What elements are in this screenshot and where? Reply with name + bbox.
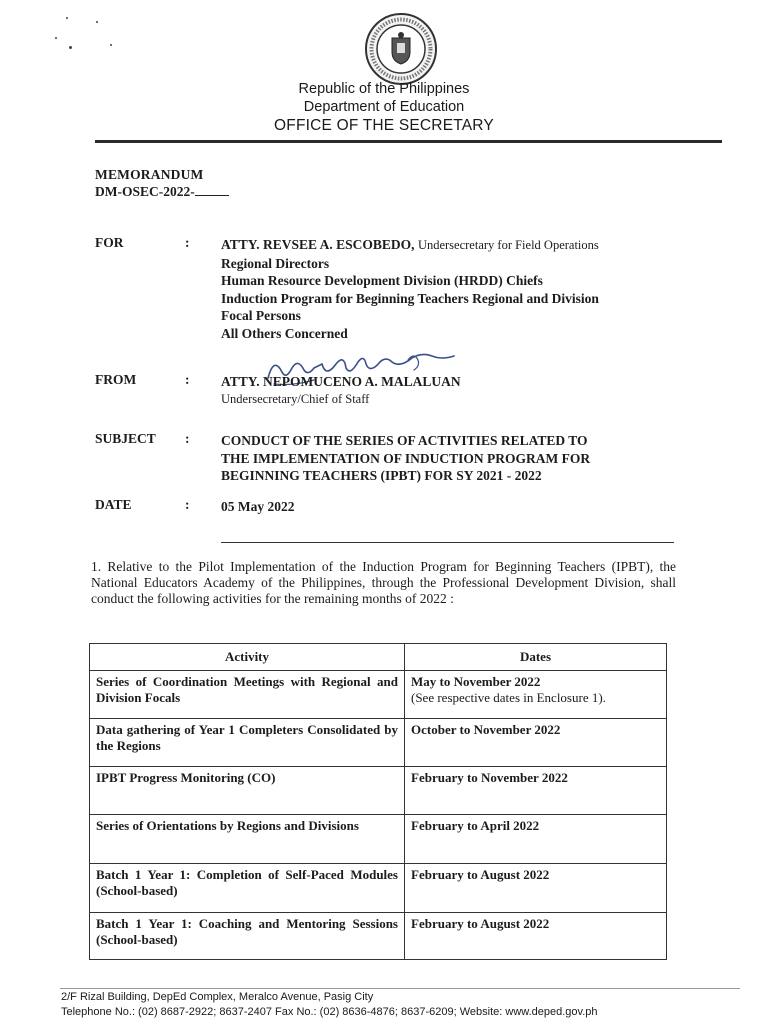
for-recipient-line: Induction Program for Beginning Teachers Regional and Division — [221, 290, 599, 306]
deped-seal-icon — [364, 12, 438, 86]
letterhead-department: Department of Education — [303, 99, 465, 115]
activity-cell: Series of Orientations by Regions and Divisions — [90, 815, 405, 864]
table-row — [90, 913, 667, 960]
letterhead-republic: Republic of the Philippines — [298, 81, 470, 97]
for-recipient-line: Human Resource Development Division (HRDD) Chiefs — [221, 273, 543, 288]
header-divider — [221, 542, 674, 543]
subject-line: CONDUCT OF THE SERIES OF ACTIVITIES RELATED TO — [221, 433, 588, 448]
from-title: Undersecretary/Chief of Staff — [221, 391, 370, 406]
table-row — [90, 864, 667, 913]
for-first-name: ATTY. REVSEE A. ESCOBEDO, — [221, 237, 415, 252]
for-recipient-first — [221, 236, 599, 255]
memo-number — [95, 184, 229, 200]
table-row — [90, 767, 667, 815]
date-label: DATE — [95, 497, 132, 512]
table-row — [90, 719, 667, 767]
from-sender — [221, 373, 461, 408]
for-recipient-line: All Others Concerned — [221, 325, 348, 341]
activity-cell: Data gathering of Year 1 Completers Consolidated by the Regions — [90, 719, 405, 767]
activity-cell: Batch 1 Year 1: Coaching and Mentoring Sessions (School-based) — [90, 913, 405, 960]
dates-cell: February to April 2022 — [405, 815, 667, 864]
subject-line: BEGINNING TEACHERS (IPBT) FOR SY 2021 - 2022 — [221, 468, 542, 483]
subject-colon: : — [185, 431, 190, 446]
dates-cell: October to November 2022 — [405, 719, 667, 767]
memo-title: MEMORANDUM — [95, 167, 204, 182]
scan-speck — [110, 44, 112, 46]
for-colon: : — [185, 235, 190, 250]
from-colon: : — [185, 372, 190, 387]
dates-value: May to November 2022 — [411, 674, 541, 689]
for-recipient-line: Focal Persons — [221, 308, 301, 323]
dates-cell — [405, 671, 667, 719]
letterhead-rule — [95, 140, 722, 143]
for-first-title: Undersecretary for Field Operations — [417, 238, 599, 252]
scan-speck — [69, 46, 72, 49]
dates-note: (See respective dates in Enclosure 1). — [411, 690, 606, 705]
for-recipient-line: Regional Directors — [221, 255, 330, 271]
table-header-row — [90, 644, 667, 671]
subject-label: SUBJECT — [95, 431, 156, 446]
activity-cell: IPBT Progress Monitoring (CO) — [90, 767, 405, 815]
subject-line: THE IMPLEMENTATION OF INDUCTION PROGRAM FOR — [221, 450, 591, 466]
activity-table — [89, 643, 667, 960]
dates-cell: February to November 2022 — [405, 767, 667, 815]
scan-speck — [55, 37, 57, 39]
footer-contact: Telephone No.: (02) 8687-2922; 8637-2407 Fax No.: (02) 8636-4876; 8637-6209; Website: www.deped.gov.ph — [61, 1006, 598, 1018]
table-row — [90, 815, 667, 864]
for-label: FOR — [95, 235, 124, 250]
body-paragraph-1: 1. Relative to the Pilot Implementation of the Induction Program for Beginning Teachers (IPBT), the National Educators Academy of the Philippines, through the Professional Development Division, shall conduct the following activities for the remaining months of 2022 : — [91, 559, 676, 606]
from-label: FROM — [95, 372, 137, 387]
scan-speck — [96, 21, 98, 23]
activity-cell: Batch 1 Year 1: Completion of Self-Paced Modules (School-based) — [90, 864, 405, 913]
table-header-activity: Activity — [90, 644, 405, 671]
dates-cell: February to August 2022 — [405, 864, 667, 913]
activity-cell: Series of Coordination Meetings with Regional and Division Focals — [90, 671, 405, 719]
table-row — [90, 671, 667, 719]
date-value: 05 May 2022 — [221, 499, 295, 514]
letterhead-office: OFFICE OF THE SECRETARY — [274, 117, 494, 134]
dates-cell: February to August 2022 — [405, 913, 667, 960]
date-colon: : — [185, 497, 190, 512]
from-name: ATTY. NEPOMUCENO A. MALALUAN — [221, 374, 461, 389]
for-recipients — [221, 236, 599, 342]
memo-number-blank — [195, 184, 229, 196]
footer-rule — [60, 988, 740, 989]
table-header-dates: Dates — [405, 644, 667, 671]
memo-number-text: DM-OSEC-2022- — [95, 184, 195, 199]
subject-text — [221, 432, 590, 485]
footer-address: 2/F Rizal Building, DepEd Complex, Meralco Avenue, Pasig City — [61, 991, 374, 1003]
scan-speck — [66, 17, 68, 19]
